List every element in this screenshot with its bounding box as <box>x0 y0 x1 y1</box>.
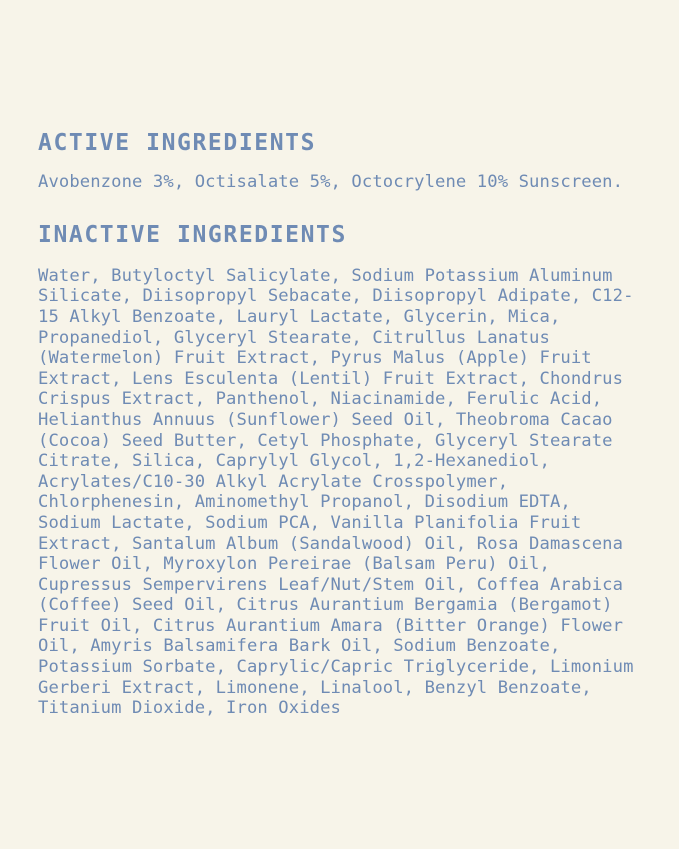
active-ingredients-text: Avobenzone 3%, Octisalate 5%, Octocrylene 10% Sunscreen. <box>38 171 624 192</box>
inactive-ingredients-heading: INACTIVE INGREDIENTS <box>38 222 347 249</box>
active-ingredients-section <box>38 130 641 192</box>
active-ingredients-heading: ACTIVE INGREDIENTS <box>38 130 317 156</box>
inactive-ingredients-text: Water, Butyloctyl Salicylate, Sodium Potassium Aluminum Silicate, Diisopropyl Sebacate, Diisopropyl Adipate, C12-15 Alkyl Benzoate, Lauryl Lactate, Glycerin, Mica, Propanediol, Glyceryl Stearate, Citrullus Lanatus (Watermelon) Fruit Extract, Pyrus Malus (Apple) Fruit Extract, Lens Esculenta (Lentil) Fruit Extract, Chondrus Crispus Extract, Panthenol, Niacinamide, Ferulic Acid, Helianthus Annuus (Sunflower) Seed Oil, Theobroma Cacao (Cocoa) Seed Butter, Cetyl Phosphate, Glyceryl Stearate Citrate, Silica, Caprylyl Glycol, 1,2-Hexanediol, Acrylates/C10-30 Alkyl Acrylate Crosspolymer, Chlorphenesin, Aminomethyl Propanol, Disodium EDTA, Sodium Lactate, Sodium PCA, Vanilla Planifolia Fruit Extract, Santalum Album (Sandalwood) Oil, Rosa Damascena Flower Oil, Myroxylon Pereirae (Balsam Peru) Oil, Cupressus Sempervirens Leaf/Nut/Stem Oil, Coffea Arabica (Coffee) Seed Oil, Citrus Aurantium Bergamia (Bergamot) Fruit Oil, Citrus Aurantium Amara (Bitter Orange) Flower Oil, Amyris Balsamifera Bark Oil, Sodium Benzoate, Potassium Sorbate, Caprylic/Capric Triglyceride, Limonium Gerberi Extract, Limonene, Linalool, Benzyl Benzoate, Titanium Dioxide, Iron Oxides <box>38 265 644 719</box>
inactive-ingredients-section <box>38 222 644 719</box>
